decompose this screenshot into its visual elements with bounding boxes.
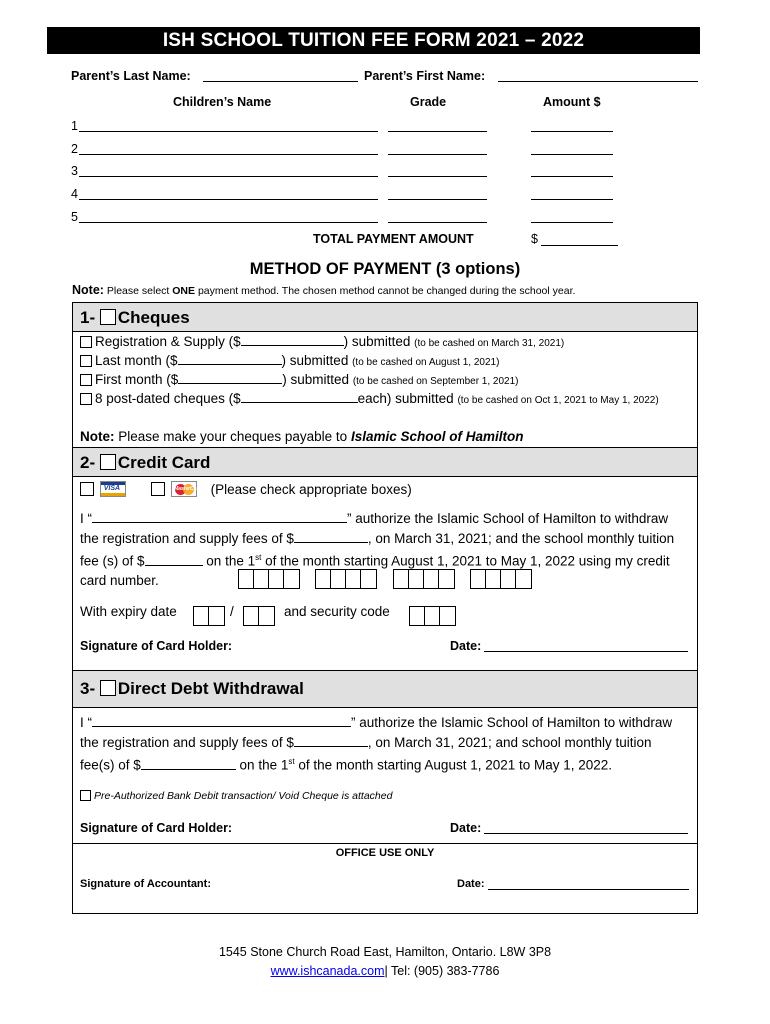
parent-last-name-field[interactable]: [203, 81, 358, 82]
office-use-heading: OFFICE USE ONLY: [335, 847, 435, 859]
cheques-header: [72, 302, 698, 332]
card-type-row: [80, 481, 412, 497]
cheque-post-dated-amount-field[interactable]: [241, 391, 358, 403]
pad-option: [80, 790, 392, 802]
method-note-pre: Please select: [106, 285, 170, 297]
cheque-last-month-detail: (to be cashed on August 1, 2021): [352, 357, 500, 368]
child-name-field[interactable]: [79, 222, 378, 223]
cheques-title: Cheques: [117, 308, 190, 327]
cheque-post-dated-detail: (to be cashed on Oct 1, 2021 to May 1, 2022): [457, 395, 659, 406]
cheques-note-label: Note:: [80, 429, 115, 444]
cc-auth-line1-pre: I “: [80, 511, 92, 526]
card-number-group-3[interactable]: [393, 569, 455, 589]
dd-date-field[interactable]: [484, 833, 688, 834]
child-amount-field[interactable]: [531, 176, 613, 177]
pad-label: Pre-Authorized Bank Debit transaction/ Void Cheque is attached: [94, 790, 393, 802]
credit-card-select-checkbox[interactable]: [100, 454, 116, 470]
header-children-name: Children’s Name: [173, 95, 272, 109]
credit-card-authorization: [80, 509, 695, 591]
office-date-label: Date:: [457, 878, 485, 890]
child-row-number: 1: [71, 119, 78, 133]
dd-auth-line3-mid: on the 1: [239, 757, 289, 773]
child-grade-field[interactable]: [388, 176, 487, 177]
cc-auth-line3-post: of the month starting August 1, 2021 to May 1, 2022 using my credit: [265, 553, 670, 569]
cc-date-label: Date:: [450, 639, 482, 653]
total-currency: $: [531, 232, 538, 246]
method-note: [72, 283, 575, 297]
child-grade-field[interactable]: [388, 131, 487, 132]
cc-auth-line3-mid: on the 1: [206, 553, 256, 569]
cheque-last-month-submitted: ) submitted: [281, 353, 349, 368]
cheques-note-text: Please make your cheques payable to: [118, 429, 348, 444]
dd-auth-line1-pre: I “: [80, 715, 92, 730]
mastercard-checkbox[interactable]: [151, 482, 165, 496]
dd-signature-label: Signature of Card Holder:: [80, 821, 233, 835]
cc-signature-label: Signature of Card Holder:: [80, 639, 233, 653]
method-note-post: payment method. The chosen method cannot be changed during the school year.: [197, 285, 576, 297]
cheque-post-dated-label: 8 post-dated cheques ($: [95, 391, 241, 406]
card-number-group-2[interactable]: [315, 569, 377, 589]
security-code-field[interactable]: [409, 606, 456, 626]
child-amount-field[interactable]: [531, 131, 613, 132]
cheque-option-post-dated: [80, 391, 659, 406]
dd-auth-line1-post: ” authorize the Islamic School of Hamilton to withdraw: [351, 715, 673, 730]
cheque-last-month-amount-field[interactable]: [178, 353, 282, 365]
cheque-post-dated-checkbox[interactable]: [80, 393, 92, 405]
form-title: ISH SCHOOL TUITION FEE FORM 2021 – 2022: [47, 27, 700, 54]
accountant-signature-label: Signature of Accountant:: [80, 878, 211, 890]
footer-address: 1545 Stone Church Road East, Hamilton, Ontario. L8W 3P8: [218, 945, 552, 959]
dd-registration-fee-field[interactable]: [294, 735, 368, 747]
dd-auth-line3-pre: fee(s) of $: [80, 757, 141, 773]
header-amount: Amount $: [543, 95, 601, 109]
cheque-last-month-label: Last month ($: [95, 353, 178, 368]
expiry-month-field[interactable]: [193, 606, 225, 626]
expiry-label: With expiry date: [80, 604, 177, 619]
child-name-field[interactable]: [79, 154, 378, 155]
method-heading: METHOD OF PAYMENT (3 options): [249, 260, 521, 278]
cc-authorizer-name-field[interactable]: [92, 511, 347, 523]
cheque-option-registration: [80, 334, 564, 349]
method-note-label: Note:: [72, 283, 104, 297]
dd-monthly-fee-field[interactable]: [141, 758, 236, 770]
visa-logo-icon: VISA: [100, 481, 126, 497]
total-amount-field[interactable]: [541, 245, 618, 246]
cheque-first-month-label: First month ($: [95, 372, 179, 387]
direct-debit-header: [72, 670, 698, 708]
visa-checkbox[interactable]: [80, 482, 94, 496]
child-amount-field[interactable]: [531, 222, 613, 223]
cheques-note: [80, 429, 523, 444]
cheque-registration-checkbox[interactable]: [80, 336, 92, 348]
cc-auth-line3-pre: fee (s) of $: [80, 553, 145, 569]
cheques-payee: Islamic School of Hamilton: [350, 429, 524, 444]
cheques-select-checkbox[interactable]: [100, 309, 116, 325]
cc-auth-line2-post: , on March 31, 2021; and the school monthly tuition: [367, 530, 675, 546]
cc-monthly-fee-field[interactable]: [145, 554, 203, 566]
cc-registration-fee-field[interactable]: [294, 531, 368, 543]
cc-auth-line1-post: ” authorize the Islamic School of Hamilton to withdraw: [347, 511, 669, 526]
child-name-field[interactable]: [79, 176, 378, 177]
dd-date-label: Date:: [450, 821, 482, 835]
pad-checkbox[interactable]: [80, 790, 91, 801]
cheque-post-dated-submitted: each) submitted: [357, 391, 454, 406]
child-amount-field[interactable]: [531, 199, 613, 200]
dd-auth-line2-pre: the registration and supply fees of $: [80, 734, 294, 750]
child-name-field[interactable]: [79, 131, 378, 132]
parent-last-name-label: Parent’s Last Name:: [71, 69, 191, 83]
child-row-number: 2: [71, 142, 78, 156]
cheque-registration-amount-field[interactable]: [241, 334, 344, 346]
total-payment-label: TOTAL PAYMENT AMOUNT: [313, 232, 474, 246]
child-grade-field[interactable]: [388, 199, 487, 200]
cheque-option-last-month: [80, 353, 499, 368]
footer-contact: [0, 964, 770, 978]
direct-debit-title: Direct Debt Withdrawal: [117, 679, 304, 698]
footer-phone: | Tel: (905) 383-7786: [384, 964, 500, 978]
parent-first-name-label: Parent’s First Name:: [364, 69, 486, 83]
cc-date-field[interactable]: [484, 651, 688, 652]
cheque-first-month-submitted: ) submitted: [282, 372, 350, 387]
footer-website-link[interactable]: www.ishcanada.com: [270, 964, 385, 978]
dd-authorizer-name-field[interactable]: [92, 715, 351, 727]
card-check-instruction: (Please check appropriate boxes): [210, 482, 412, 497]
cheque-option-first-month: [80, 372, 519, 387]
card-number-group-4[interactable]: [470, 569, 532, 589]
office-divider: [72, 843, 698, 844]
parent-first-name-field[interactable]: [498, 81, 698, 82]
cheque-first-month-amount-field[interactable]: [178, 372, 282, 384]
child-amount-field[interactable]: [531, 154, 613, 155]
security-code-label: and security code: [284, 604, 390, 619]
dd-auth-line2-post: , on March 31, 2021; and school monthly tuition: [367, 734, 652, 750]
credit-card-title: Credit Card: [117, 453, 211, 472]
cheque-registration-label: Registration & Supply ($: [95, 334, 241, 349]
child-grade-field[interactable]: [388, 222, 487, 223]
cheque-last-month-checkbox[interactable]: [80, 355, 92, 367]
cheque-first-month-checkbox[interactable]: [80, 374, 92, 386]
direct-debit-authorization: [80, 713, 695, 775]
dd-auth-line3-post: of the month starting August 1, 2021 to May 1, 2022.: [298, 757, 613, 773]
office-date-field[interactable]: [488, 889, 689, 890]
cc-auth-line4: card number.: [80, 573, 159, 588]
cc-auth-line3-sup: st: [255, 553, 262, 562]
method-note-emphasis: ONE: [172, 285, 196, 297]
cc-auth-line2-pre: the registration and supply fees of $: [80, 530, 294, 546]
direct-debit-prefix: 3-: [80, 679, 96, 698]
cheque-registration-submitted: ) submitted: [343, 334, 411, 349]
cheque-first-month-detail: (to be cashed on September 1, 2021): [352, 376, 519, 387]
expiry-year-field[interactable]: [243, 606, 275, 626]
child-grade-field[interactable]: [388, 154, 487, 155]
direct-debit-select-checkbox[interactable]: [100, 680, 116, 696]
dd-auth-line3-sup: st: [288, 757, 295, 766]
expiry-separator: /: [230, 604, 234, 619]
credit-card-prefix: 2-: [80, 453, 96, 472]
header-grade: Grade: [410, 95, 447, 109]
child-row-number: 4: [71, 187, 78, 201]
card-number-group-1[interactable]: [238, 569, 300, 589]
mastercard-logo-icon: MasterCard: [171, 481, 197, 497]
cheques-prefix: 1-: [80, 308, 96, 327]
child-name-field[interactable]: [79, 199, 378, 200]
child-row-number: 3: [71, 164, 78, 178]
credit-card-header: [72, 447, 698, 477]
child-row-number: 5: [71, 210, 78, 224]
cheque-registration-detail: (to be cashed on March 31, 2021): [414, 338, 565, 349]
